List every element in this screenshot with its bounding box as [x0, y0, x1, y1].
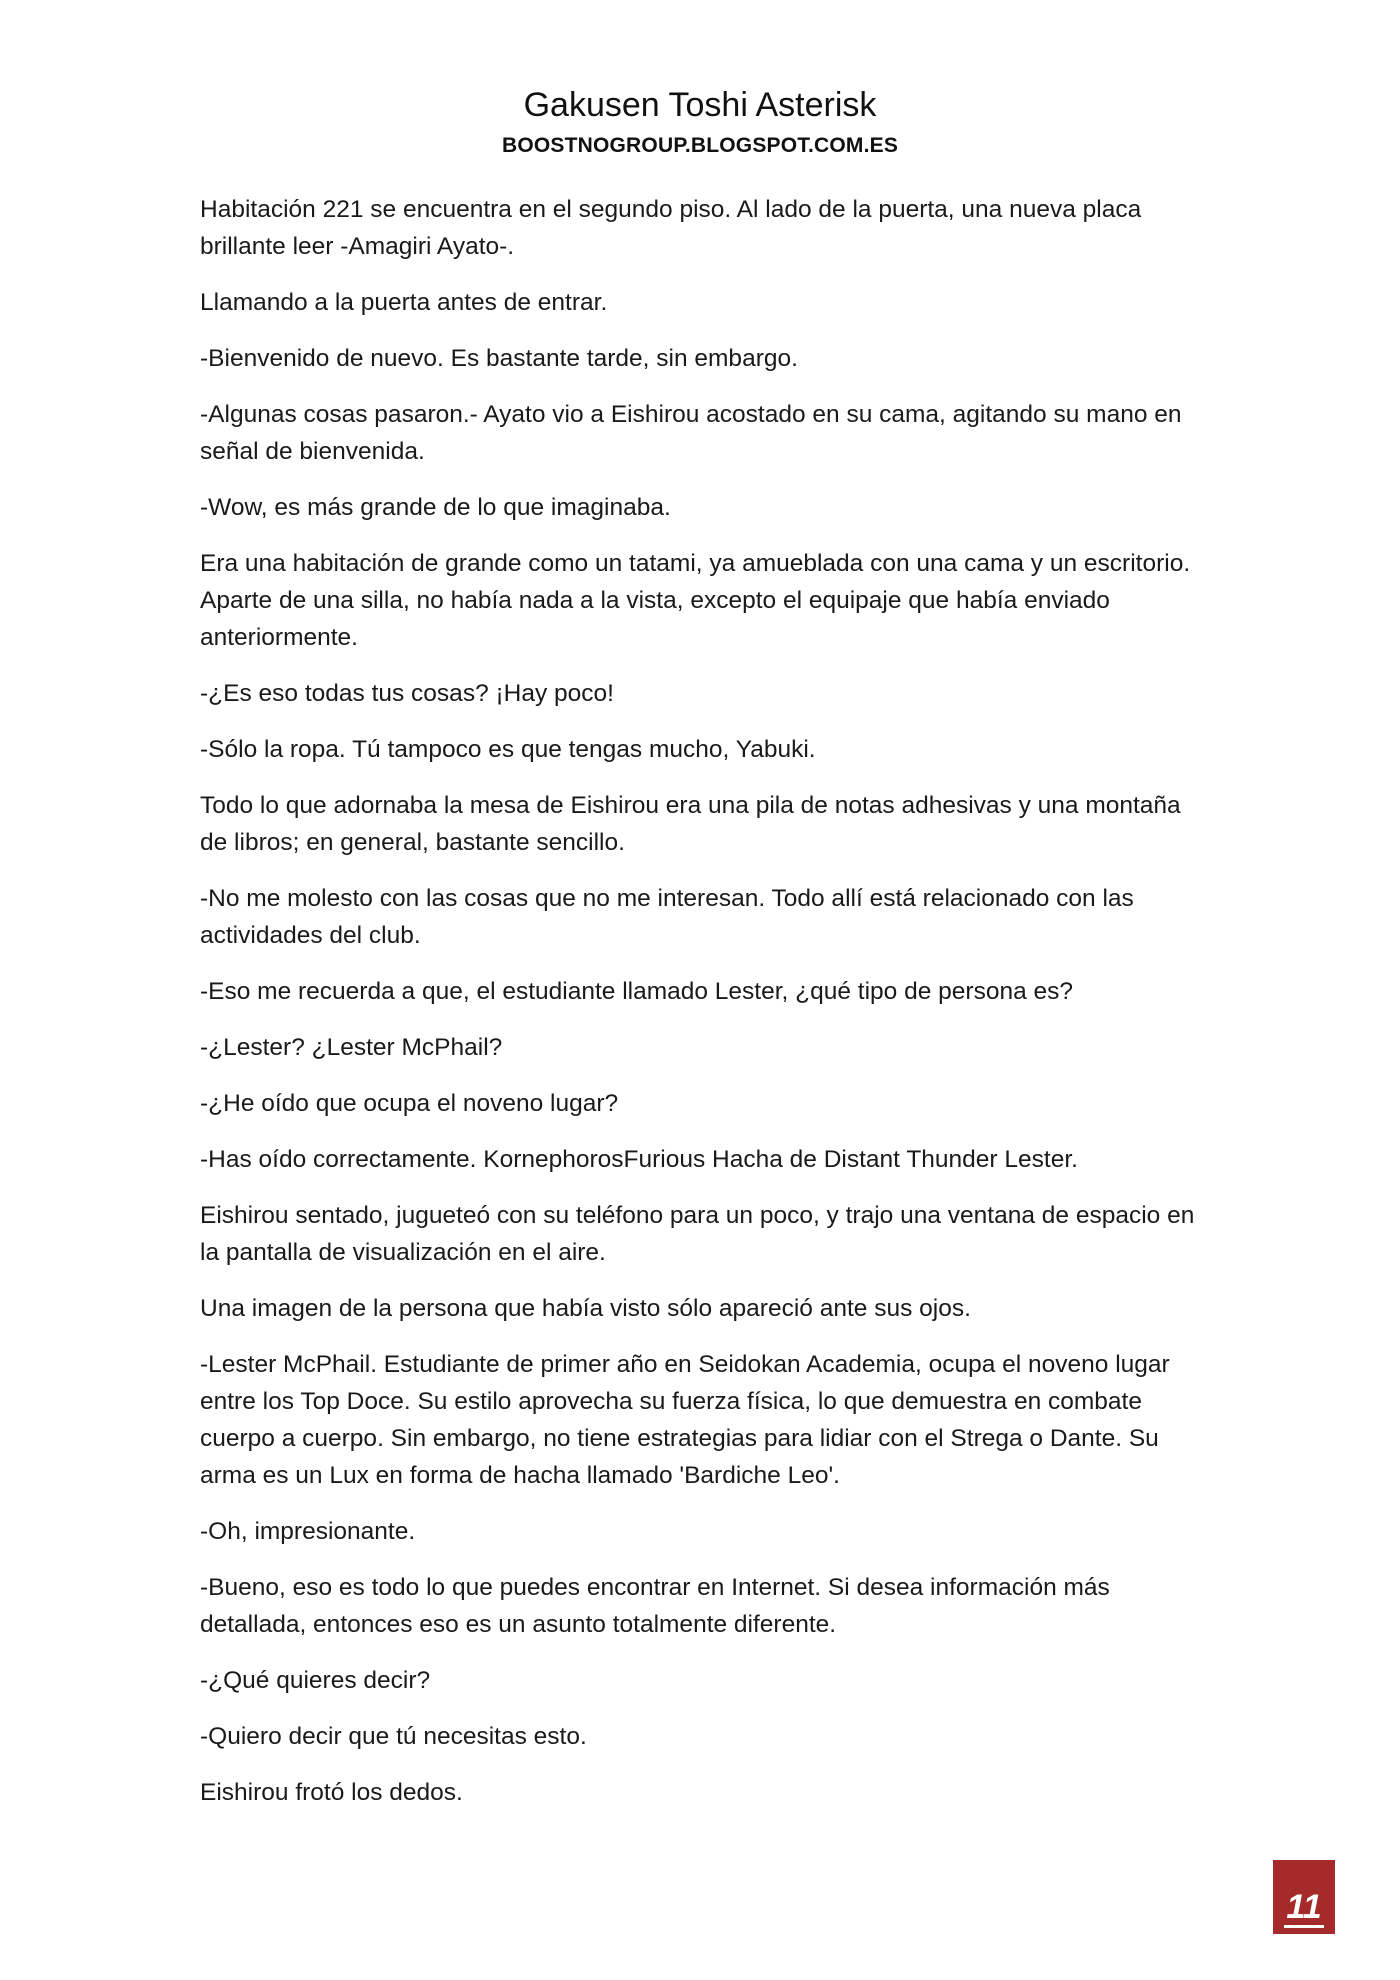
- paragraph: -¿Lester? ¿Lester McPhail?: [200, 1034, 503, 1061]
- document-title: Gakusen Toshi Asterisk: [523, 86, 877, 124]
- paragraph: -Lester McPhail. Estudiante de primer año en Seidokan Academia, ocupa el noveno lugar entre los Top Doce. Su estilo aprovecha su fuerza física, lo que demuestra en combate cuerpo a cuerpo. Sin embargo, no tiene estrategias para lidiar con el Strega o Dante. Su arma es un Lux en forma de hacha llamado 'Bardiche Leo'.: [200, 1351, 1170, 1489]
- paragraph: -¿He oído que ocupa el noveno lugar?: [200, 1090, 619, 1117]
- paragraph: -Algunas cosas pasaron.- Ayato vio a Eishirou acostado en su cama, agitando su mano en señal de bienvenida.: [200, 401, 1182, 465]
- paragraph: -Oh, impresionante.: [200, 1518, 416, 1545]
- paragraph: -¿Es eso todas tus cosas? ¡Hay poco!: [200, 680, 614, 707]
- paragraph: Una imagen de la persona que había visto sólo apareció ante sus ojos.: [200, 1295, 971, 1322]
- paragraph: -Wow, es más grande de lo que imaginaba.: [200, 494, 671, 521]
- paragraph: -Quiero decir que tú necesitas esto.: [200, 1723, 587, 1750]
- paragraph: -Has oído correctamente. KornephorosFurious Hacha de Distant Thunder Lester.: [200, 1146, 1078, 1173]
- page-number-badge: [1273, 1860, 1335, 1934]
- paragraph: -Sólo la ropa. Tú tampoco es que tengas mucho, Yabuki.: [200, 736, 816, 763]
- site-url: BOOSTNOGROUP.BLOGSPOT.COM.ES: [501, 134, 899, 157]
- paragraph: Eishirou frotó los dedos.: [200, 1779, 463, 1806]
- paragraph: -¿Qué quieres decir?: [200, 1667, 431, 1694]
- paragraph: Habitación 221 se encuentra en el segundo piso. Al lado de la puerta, una nueva placa brillante leer -Amagiri Ayato-.: [200, 196, 1142, 260]
- page-number: 11: [1286, 1888, 1322, 1926]
- page-header: [0, 84, 1400, 160]
- paragraph: Todo lo que adornaba la mesa de Eishirou era una pila de notas adhesivas y una montaña de libros; en general, bastante sencillo.: [200, 792, 1181, 856]
- paragraph: Eishirou sentado, jugueteó con su teléfono para un poco, y trajo una ventana de espacio en la pantalla de visualización en el aire.: [200, 1202, 1195, 1266]
- paragraph: -Eso me recuerda a que, el estudiante llamado Lester, ¿qué tipo de persona es?: [200, 978, 1074, 1005]
- paragraph: -Bueno, eso es todo lo que puedes encontrar en Internet. Si desea información más detallada, entonces eso es un asunto totalmente diferente.: [200, 1574, 1110, 1638]
- paragraph: -Bienvenido de nuevo. Es bastante tarde, sin embargo.: [200, 345, 798, 372]
- paragraph: Llamando a la puerta antes de entrar.: [200, 289, 608, 316]
- paragraph: -No me molesto con las cosas que no me interesan. Todo allí está relacionado con las actividades del club.: [200, 885, 1134, 949]
- paragraph: Era una habitación de grande como un tatami, ya amueblada con una cama y un escritorio. Aparte de una silla, no había nada a la vista, excepto el equipaje que había enviado anteriormente.: [200, 550, 1191, 651]
- body-text: [200, 191, 1200, 1830]
